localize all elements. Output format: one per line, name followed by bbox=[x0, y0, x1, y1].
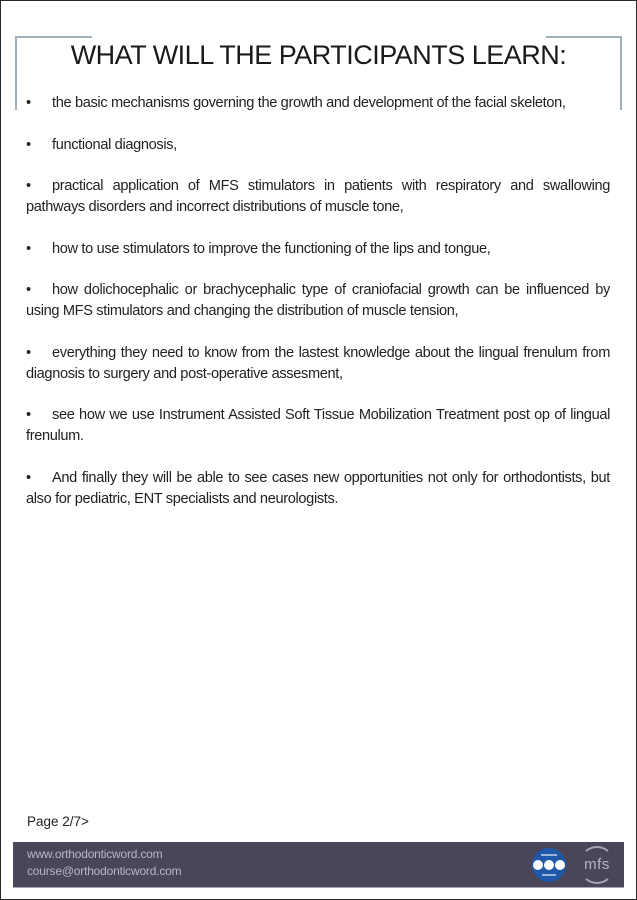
list-item bbox=[26, 405, 610, 447]
bullet-icon: • bbox=[26, 95, 31, 111]
list-item-text: everything they need to know from the lastest knowledge about the lingual frenulum from diagnosis to surgery and post-operative assesment, bbox=[26, 344, 610, 382]
list-item-text: the basic mechanisms governing the growth and development of the facial skeleton, bbox=[52, 95, 566, 111]
list-item bbox=[26, 239, 610, 260]
mfs-logo-text: mfs bbox=[584, 856, 610, 873]
list-item bbox=[26, 280, 610, 322]
page-title: WHAT WILL THE PARTICIPANTS LEARN: bbox=[70, 40, 567, 71]
bullet-icon: • bbox=[26, 136, 31, 153]
bullet-icon: • bbox=[26, 407, 31, 423]
list-item bbox=[26, 468, 610, 510]
footer-bar bbox=[13, 842, 624, 888]
title-frame-line-left bbox=[15, 36, 92, 38]
list-item-text: how to use stimulators to improve the functioning of the lips and tongue, bbox=[52, 240, 491, 257]
list-item-text: practical application of MFS stimulators in patients with respiratory and swallowing pathways disorders and incorrect distributions of muscle tone, bbox=[26, 178, 610, 215]
list-item-text: functional diagnosis, bbox=[52, 136, 177, 153]
bullet-icon: • bbox=[26, 469, 31, 486]
bullet-icon: • bbox=[26, 178, 31, 194]
bullet-icon: • bbox=[26, 240, 31, 257]
list-item-text: And finally they will be able to see cases new opportunities not only for orthodontists, but also for pediatric, ENT specialists and neurologists. bbox=[26, 469, 610, 507]
bullet-icon: • bbox=[26, 282, 31, 298]
footer-email-link[interactable]: course@orthodonticword.com bbox=[27, 864, 182, 878]
learning-outcomes-list bbox=[26, 93, 610, 530]
bullet-icon: • bbox=[26, 344, 31, 361]
list-item bbox=[26, 343, 610, 385]
title-frame-line-right bbox=[546, 36, 622, 38]
footer-website-link[interactable]: www.orthodonticword.com bbox=[27, 847, 163, 861]
list-item bbox=[26, 135, 610, 156]
mfs-logo-icon bbox=[579, 846, 615, 884]
list-item-text: how dolichocephalic or brachycephalic type of craniofacial growth can be influenced by using MFS stimulators and changing the distribution of muscle tension, bbox=[26, 282, 610, 319]
page-indicator: Page 2/7> bbox=[27, 814, 89, 829]
institute-logo-icon bbox=[532, 848, 566, 882]
list-item bbox=[26, 93, 610, 114]
list-item-text: see how we use Instrument Assisted Soft Tissue Mobilization Treatment post op of lingual frenulum. bbox=[26, 407, 610, 444]
list-item bbox=[26, 176, 610, 218]
